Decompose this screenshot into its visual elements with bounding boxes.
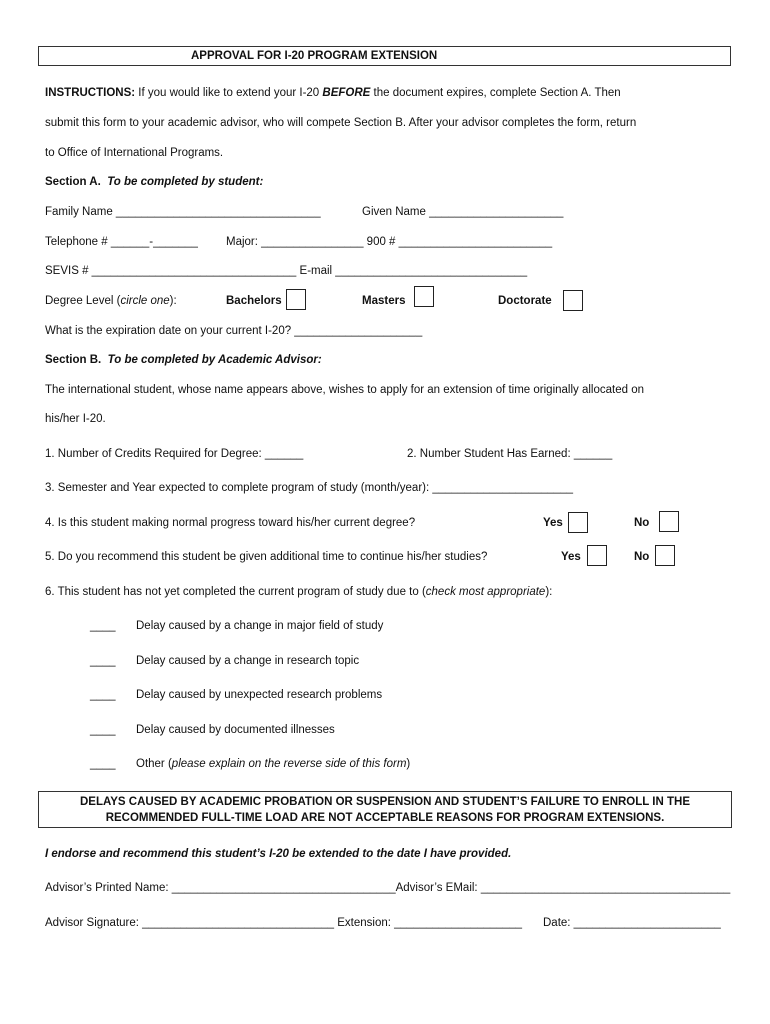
- instructions-line-3: to Office of International Programs.: [45, 147, 224, 159]
- q5-yes-checkbox[interactable]: [587, 545, 607, 566]
- degree-level-label: [45, 295, 177, 307]
- question-1-field[interactable]: 1. Number of Credits Required for Degree: ______: [45, 448, 304, 460]
- question-3-field[interactable]: 3. Semester and Year expected to complete program of study (month/year): ______________________: [45, 482, 574, 494]
- question-5: 5. Do you recommend this student be given additional time to continue his/her studies?: [45, 551, 488, 563]
- reason-3-label: Delay caused by unexpected research problems: [136, 689, 383, 701]
- reason-4-label: Delay caused by documented illnesses: [136, 724, 335, 736]
- instructions-text-1: If you would like to extend your I-20: [135, 87, 323, 99]
- degree-circle-note: circle one: [120, 295, 170, 307]
- notice-line-2: RECOMMENDED FULL-TIME LOAD ARE NOT ACCEPTABLE REASONS FOR PROGRAM EXTENSIONS.: [105, 812, 665, 824]
- q4-yes-label: Yes: [543, 517, 563, 529]
- q6-suffix: ):: [545, 586, 553, 598]
- reason-3-blank[interactable]: ____: [90, 689, 116, 701]
- doctorate-label: Doctorate: [498, 295, 552, 307]
- section-b-intro-2: his/her I-20.: [45, 413, 106, 425]
- instructions-text-2: the document expires, complete Section A. Then: [370, 87, 621, 99]
- section-a-heading: [45, 176, 263, 188]
- bachelors-checkbox[interactable]: [286, 289, 306, 310]
- notice-line-1: DELAYS CAUSED BY ACADEMIC PROBATION OR SUSPENSION AND STUDENT’S FAILURE TO ENROLL IN THE: [80, 796, 690, 808]
- section-b-label: Section B.: [45, 354, 102, 366]
- family-name-field[interactable]: Family Name ________________________________: [45, 206, 321, 218]
- section-a-subtitle: To be completed by student:: [107, 176, 264, 188]
- doctorate-checkbox[interactable]: [563, 290, 583, 311]
- q5-no-label: No: [634, 551, 650, 563]
- advisor-signature-field[interactable]: Advisor Signature: ______________________________ Extension: ____________________: [45, 917, 523, 929]
- degree-suffix: ):: [169, 295, 177, 307]
- q5-yes-label: Yes: [561, 551, 581, 563]
- date-field[interactable]: Date: _______________________: [543, 917, 721, 929]
- sevis-email-field[interactable]: SEVIS # ________________________________ E-mail ______________________________: [45, 265, 528, 277]
- q6-italic: check most appropriate: [425, 586, 546, 598]
- masters-label: Masters: [362, 295, 406, 307]
- other-prefix: Other (: [136, 758, 172, 770]
- reason-1-blank[interactable]: ____: [90, 620, 116, 632]
- expiration-field[interactable]: What is the expiration date on your current I-20? ____________________: [45, 325, 423, 337]
- question-2-field[interactable]: 2. Number Student Has Earned: ______: [407, 448, 613, 460]
- section-a-label: Section A.: [45, 176, 101, 188]
- q5-no-checkbox[interactable]: [655, 545, 675, 566]
- instructions-line-2: submit this form to your academic advisor, who will compete Section B. After your advisor completes the form, return: [45, 117, 637, 129]
- instructions-emph: BEFORE: [322, 87, 371, 99]
- q4-no-checkbox[interactable]: [659, 511, 679, 532]
- question-4: 4. Is this student making normal progress toward his/her current degree?: [45, 517, 416, 529]
- q4-yes-checkbox[interactable]: [568, 512, 588, 533]
- reason-2-label: Delay caused by a change in research topic: [136, 655, 360, 667]
- advisor-name-email-field[interactable]: Advisor’s Printed Name: ___________________________________Advisor’s EMail: _______________________________________: [45, 882, 731, 894]
- form-title: APPROVAL FOR I-20 PROGRAM EXTENSION: [191, 50, 438, 62]
- telephone-field[interactable]: Telephone # ______-_______: [45, 236, 198, 248]
- endorse-statement: I endorse and recommend this student’s I-20 be extended to the date I have provided.: [45, 848, 512, 860]
- instructions-line-1: [45, 87, 621, 99]
- major-900-field[interactable]: Major: ________________ 900 # ________________________: [226, 236, 553, 248]
- q4-no-label: No: [634, 517, 650, 529]
- reason-2-blank[interactable]: ____: [90, 655, 116, 667]
- masters-checkbox[interactable]: [414, 286, 434, 307]
- section-b-heading: [45, 354, 322, 366]
- reason-4-blank[interactable]: ____: [90, 724, 116, 736]
- instructions-label: INSTRUCTIONS:: [45, 87, 136, 99]
- reason-other-label: [136, 758, 410, 770]
- reason-1-label: Delay caused by a change in major field of study: [136, 620, 384, 632]
- question-6: [45, 586, 552, 598]
- notice-box: [38, 791, 732, 828]
- form-title-box: [38, 46, 731, 66]
- bachelors-label: Bachelors: [226, 295, 282, 307]
- other-suffix: ): [406, 758, 411, 770]
- other-italic: please explain on the reverse side of this form: [171, 758, 407, 770]
- section-b-subtitle: To be completed by Academic Advisor:: [107, 354, 322, 366]
- reason-other-blank[interactable]: ____: [90, 758, 116, 770]
- given-name-field[interactable]: Given Name _____________________: [362, 206, 564, 218]
- degree-prefix: Degree Level (: [45, 295, 121, 307]
- section-b-intro-1: The international student, whose name appears above, wishes to apply for an extension of time originally allocated on: [45, 384, 644, 396]
- q6-prefix: 6. This student has not yet completed the current program of study due to (: [45, 586, 426, 598]
